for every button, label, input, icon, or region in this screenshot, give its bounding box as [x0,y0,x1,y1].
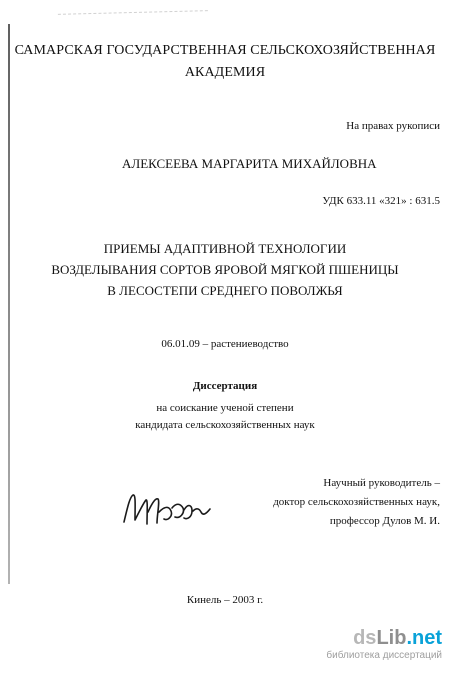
watermark-subtitle: библиотека диссертаций [326,650,442,661]
supervisor-line-2: доктор сельскохозяйственных наук, [273,496,440,508]
scan-smudge [58,10,208,25]
degree-line-2: кандидата сельскохозяйственных наук [135,419,315,431]
institution-header [0,40,450,84]
dslib-watermark [322,628,442,662]
dissertation-title [0,238,450,301]
rights-note: На правах рукописи [346,120,440,132]
scan-edge-shadow [8,24,10,584]
supervisor-line-1: Научный руководитель – [323,477,440,489]
handwritten-signature-icon [118,488,214,532]
udk-code: УДК 633.11 «321» : 631.5 [322,195,440,207]
title-line-1: ПРИЕМЫ АДАПТИВНОЙ ТЕХНОЛОГИИ [103,241,347,256]
dissertation-label: Диссертация [192,380,258,392]
author-name: АЛЕКСЕЕВА МАРГАРИТА МИХАЙЛОВНА [122,156,377,171]
place-and-year: Кинель – 2003 г. [186,594,264,606]
degree-line-1: на соискание ученой степени [156,402,294,414]
dslib-logo-icon: dsLib.net [353,627,442,649]
supervisor-line-3: профессор Дулов М. И. [329,515,440,527]
specialty-code: 06.01.09 – растениеводство [161,338,289,350]
institution-line-1: САМАРСКАЯ ГОСУДАРСТВЕННАЯ СЕЛЬСКОХОЗЯЙСТВЕННАЯ [14,43,436,58]
institution-line-2: АКАДЕМИЯ [184,65,266,80]
supervisor-block [244,474,440,531]
title-line-2: ВОЗДЕЛЫВАНИЯ СОРТОВ ЯРОВОЙ МЯГКОЙ ПШЕНИЦЫ [51,262,399,277]
title-line-3: В ЛЕСОСТЕПИ СРЕДНЕГО ПОВОЛЖЬЯ [107,283,343,298]
degree-description [0,400,450,434]
